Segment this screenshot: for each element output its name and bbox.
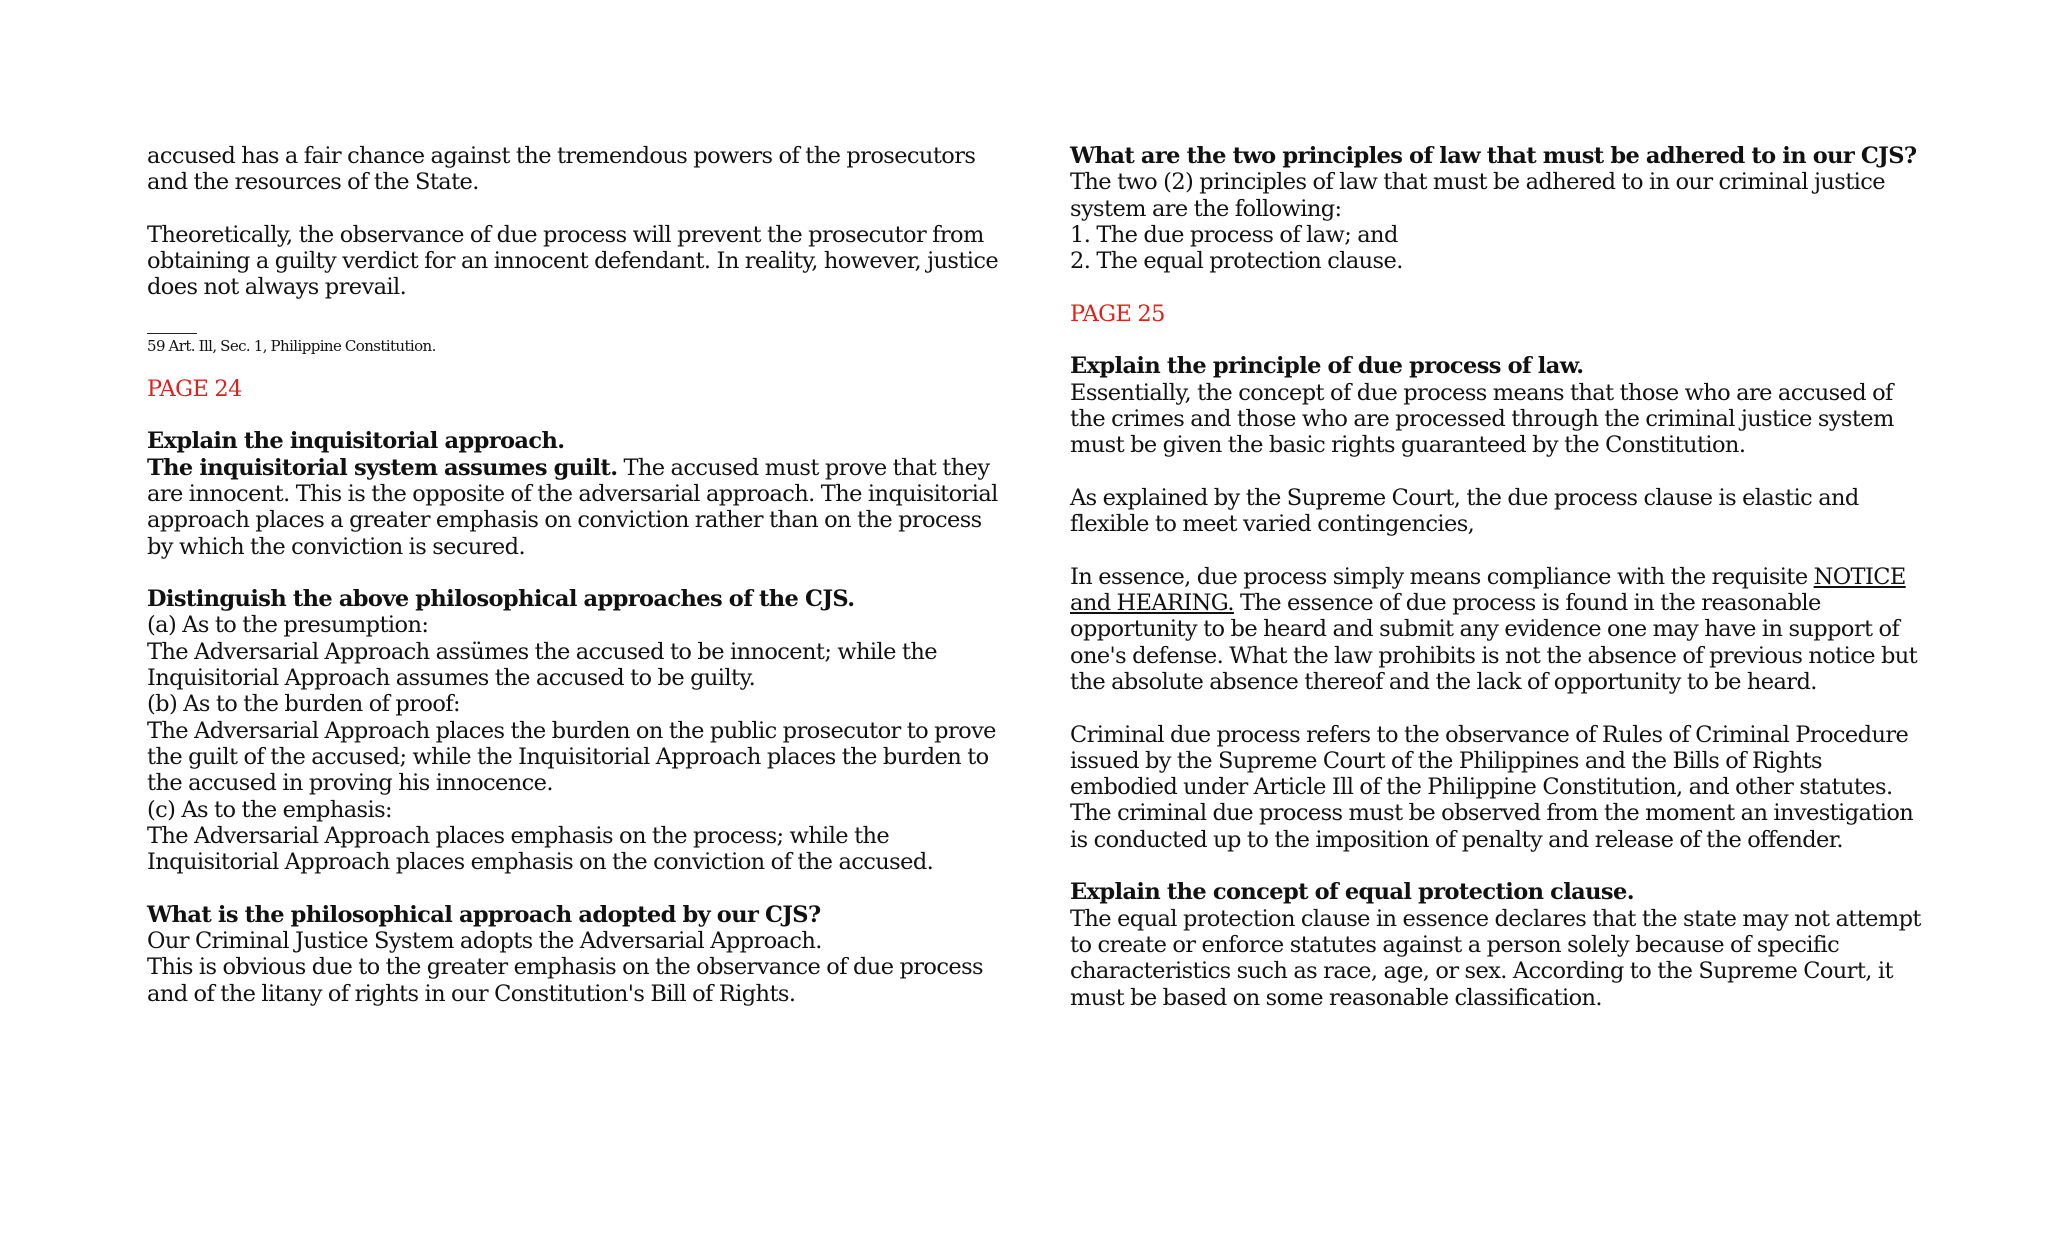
intro-paragraph-1: accused has a fair chance against the tremendous powers of the prosecutors and the resources of the State. bbox=[147, 143, 976, 196]
due-process-paragraph-3 bbox=[1070, 564, 1930, 695]
due-process-paragraph-4: Criminal due process refers to the observance of Rules of Criminal Procedure issued by the Supreme Court of the Philippines and the Bills of Rights embodied under Article Ill of the Philippine Constitution, and other statutes. The criminal due process must be observed from the moment an investigation is conducted up to the imposition of penalty and release of the offender. bbox=[1070, 721, 1914, 853]
approach-adopted-line-1: Our Criminal Justice System adopts the Adversarial Approach. bbox=[147, 928, 822, 955]
left-column bbox=[147, 143, 1007, 1007]
question-distinguish-heading: Distinguish the above philosophical approaches of the CJS. bbox=[147, 586, 855, 613]
notice-and-hearing-text: NOTICE and HEARING. bbox=[1070, 563, 1906, 617]
equal-protection-body: The equal protection clause in essence declares that the state may not attempt to create or enforce statutes against a person solely because of specific characteristics such as race, age, or sex. According to the Supreme Court, it must be based on some reasonable classification. bbox=[1070, 905, 1921, 1011]
two-principles-item-2: 2. The equal protection clause. bbox=[1070, 248, 1403, 275]
question-equal-protection-heading: Explain the concept of equal protection clause. bbox=[1070, 879, 1634, 906]
question-inquisitorial-heading: Explain the inquisitorial approach. bbox=[147, 428, 565, 455]
due-process-p3-before: In essence, due process simply means compliance with the requisite bbox=[1070, 563, 1814, 590]
footnote-59: 59 Art. Ill, Sec. 1, Philippine Constitution. bbox=[147, 336, 436, 355]
question-approach-adopted-heading: What is the philosophical approach adopted by our CJS? bbox=[147, 901, 821, 928]
two-principles-intro: The two (2) principles of law that must be adhered to in our criminal justice system are the following: bbox=[1070, 169, 1885, 222]
due-process-p3-after: The essence of due process is found in the reasonable opportunity to be heard and submit any evidence one may have in support of one's defense. What the law prohibits is not the absence of previous notice but the absolute absence thereof and the lack of opportunity to be heard. bbox=[1070, 590, 1918, 695]
due-process-paragraph-2: As explained by the Supreme Court, the due process clause is elastic and flexible to meet varied contingencies, bbox=[1070, 484, 1859, 538]
page-label-25: PAGE 25 bbox=[1070, 300, 1165, 327]
distinguish-emphasis-text: The Adversarial Approach places emphasis on the process; while the Inquisitorial Approach places emphasis on the conviction of the accused. bbox=[147, 822, 934, 876]
two-principles-item-1: 1. The due process of law; and bbox=[1070, 221, 1398, 248]
right-column bbox=[1070, 143, 1930, 1011]
page-label-24: PAGE 24 bbox=[147, 375, 242, 402]
distinguish-emphasis-label: (c) As to the emphasis: bbox=[147, 796, 393, 823]
footnote-divider bbox=[147, 333, 197, 334]
answer-inquisitorial-lead: The inquisitorial system assumes guilt. bbox=[147, 454, 618, 481]
distinguish-presumption-label: (a) As to the presumption: bbox=[147, 612, 429, 639]
distinguish-burden-text: The Adversarial Approach places the burden on the public prosecutor to prove the guilt of the accused; while the Inquisitorial Approach places the burden to the accused in proving his innocence. bbox=[147, 717, 996, 797]
question-two-principles-heading: What are the two principles of law that must be adhered to in our CJS? bbox=[1070, 143, 1917, 169]
distinguish-presumption-text: The Adversarial Approach assümes the accused to be innocent; while the Inquisitorial Approach assumes the accused to be guilty. bbox=[147, 638, 937, 692]
intro-paragraph-2: Theoretically, the observance of due process will prevent the prosecutor from obtaining a guilty verdict for an innocent defendant. In reality, however, justice does not always prevail. bbox=[147, 221, 999, 301]
approach-adopted-line-2: This is obvious due to the greater emphasis on the observance of due process and of the litany of rights in our Constitution's Bill of Rights. bbox=[147, 954, 983, 1007]
due-process-paragraph-1: Essentially, the concept of due process means that those who are accused of the crimes and those who are processed through the criminal justice system must be given the basic rights guaranteed by the Constitution. bbox=[1070, 379, 1894, 459]
answer-inquisitorial bbox=[147, 455, 1007, 560]
distinguish-burden-label: (b) As to the burden of proof: bbox=[147, 691, 460, 718]
question-due-process-heading: Explain the principle of due process of law. bbox=[1070, 353, 1584, 380]
answer-inquisitorial-body: The accused must prove that they are innocent. This is the opposite of the adversarial approach. The inquisitorial approach places a greater emphasis on conviction rather than on the process by which the conviction is secured. bbox=[147, 454, 998, 560]
